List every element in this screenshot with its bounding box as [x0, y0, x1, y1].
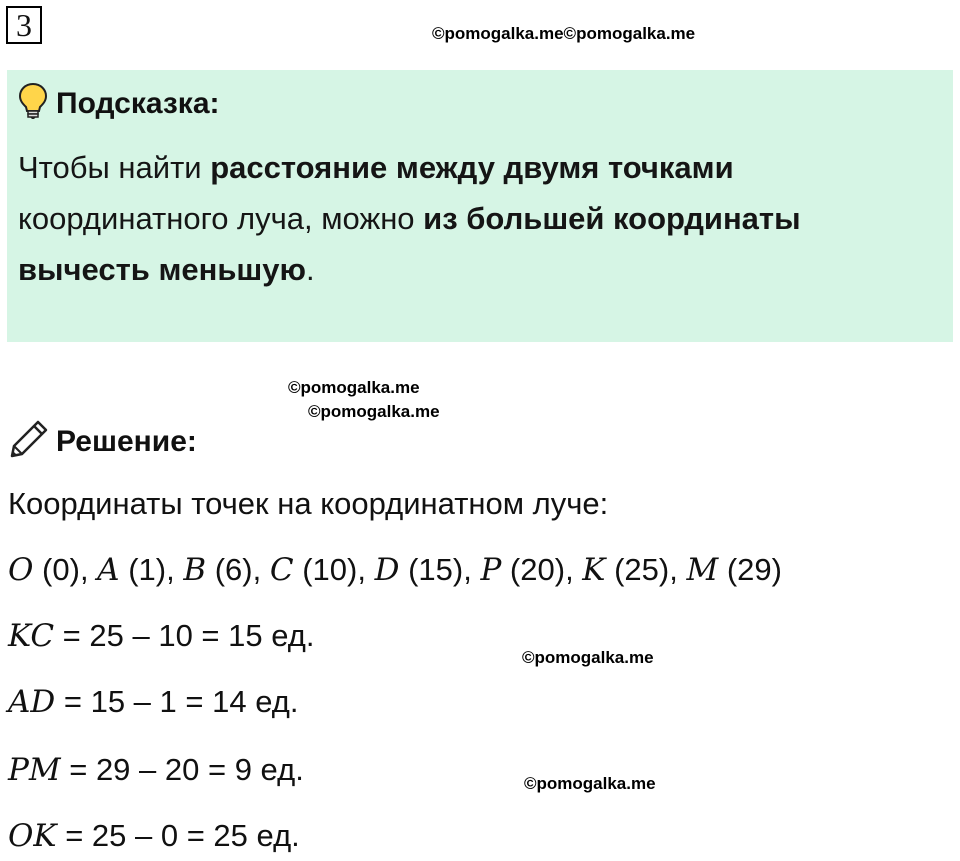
hint-text-part: координатного луча, можно: [18, 201, 424, 236]
equation-line: OK = 25 – 0 = 25 ед.: [8, 818, 300, 854]
hint-bold-part: вычесть меньшую: [18, 252, 306, 287]
point-item: D (15),: [374, 552, 481, 588]
solution-title: Решение:: [56, 424, 197, 458]
point-item: C (10),: [269, 552, 375, 588]
solution-intro: Координаты точек на координатном луче:: [8, 486, 609, 521]
point-item: B (6),: [183, 552, 270, 588]
hint-title: Подсказка:: [56, 86, 220, 120]
equation-line: AD = 15 – 1 = 14 ед.: [8, 684, 299, 720]
watermark: ©pomogalka.me: [524, 774, 656, 793]
watermark: ©pomogalka.me©pomogalka.me: [432, 24, 696, 43]
hint-text: [18, 142, 938, 295]
lightbulb-icon: [18, 82, 48, 125]
pencil-icon: [8, 418, 50, 465]
points-line: [8, 552, 782, 588]
hint-header: [18, 82, 220, 125]
solution-header: [8, 418, 197, 465]
equation-line: KC = 25 – 10 = 15 ед.: [8, 618, 315, 654]
task-number: 3: [6, 6, 42, 44]
point-item: P (20),: [480, 552, 583, 588]
point-item: K (25),: [582, 552, 687, 588]
watermark: ©pomogalka.me: [288, 378, 420, 397]
point-item: M (29): [686, 552, 782, 588]
equation-line: PM = 29 – 20 = 9 ед.: [8, 752, 304, 788]
hint-bold-part: из большей координаты: [423, 201, 801, 236]
point-item: A (1),: [97, 552, 184, 588]
hint-text-part: .: [305, 252, 315, 287]
watermark: ©pomogalka.me: [308, 402, 440, 421]
hint-bold-part: расстояние между двумя точками: [210, 150, 734, 185]
watermark: ©pomogalka.me: [522, 648, 654, 667]
point-item: O (0),: [8, 552, 98, 588]
hint-text-part: Чтобы найти: [18, 150, 211, 185]
